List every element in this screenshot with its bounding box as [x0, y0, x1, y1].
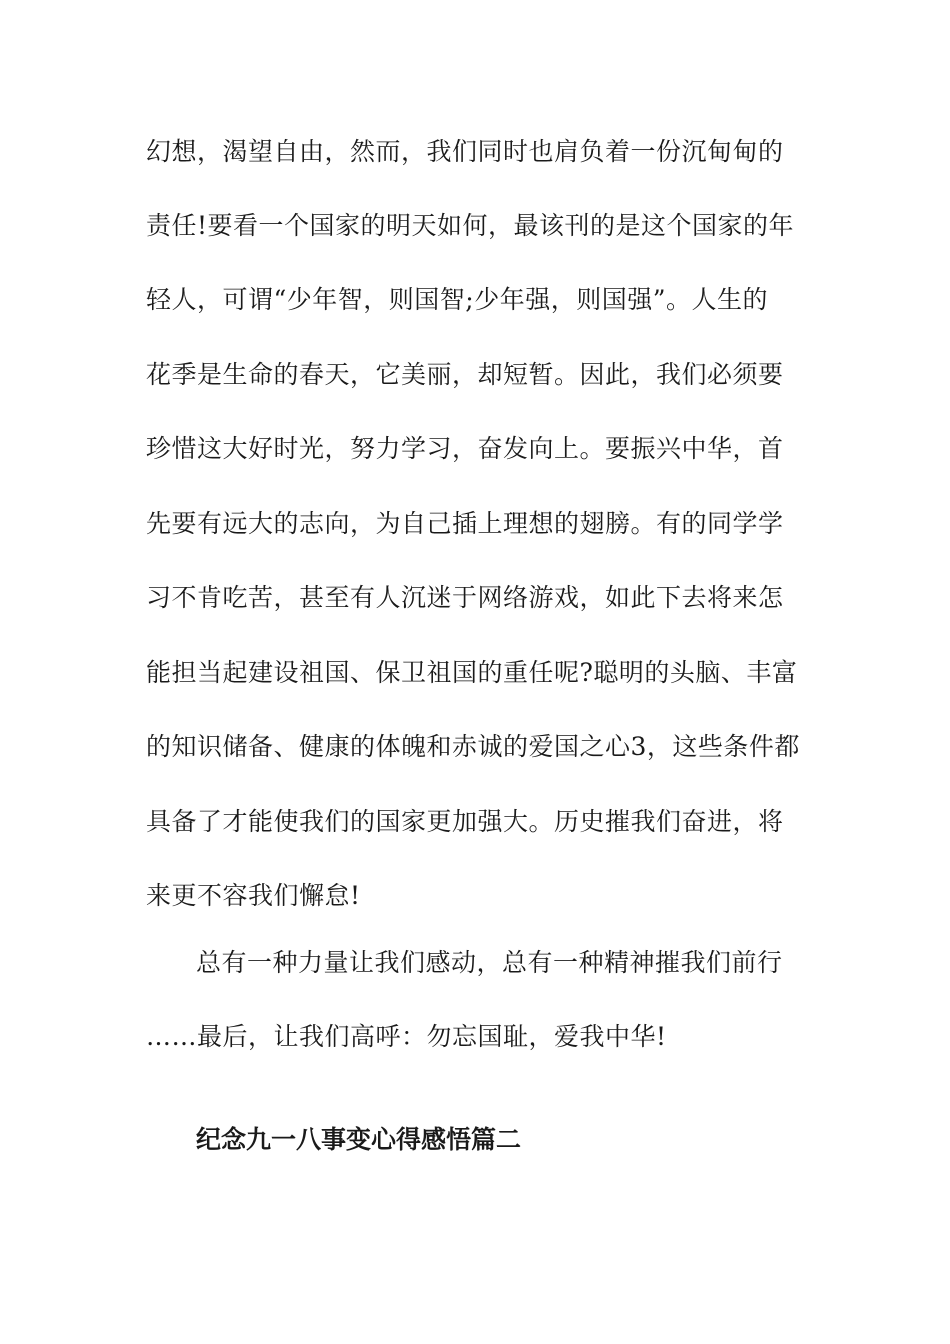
- text-line: 来更不容我们懈怠!: [146, 881, 361, 910]
- text-line: 珍惜这大好时光，努力学习，奋发向上。要振兴中华，首: [146, 434, 784, 463]
- text-line: 总有一种力量让我们感动，总有一种精神摧我们前行: [196, 948, 783, 977]
- text-line: 轻人，可谓“少年智，则国智;少年强，则国强”。人生的: [146, 285, 768, 314]
- text-line: 先要有远大的志向，为自己插上理想的翅膀。有的同学学: [146, 509, 784, 538]
- section-heading: 纪念九一八事变心得感悟篇二: [196, 1125, 522, 1154]
- text-line: 责任!要看一个国家的明天如何，最该刊的是这个国家的年: [146, 211, 795, 240]
- text-line: 能担当起建设祖国、保卫祖国的重任呢?聪明的头脑、丰富: [146, 658, 798, 687]
- text-line: 习不肯吃苦，甚至有人沉迷于网络游戏，如此下去将来怎: [146, 583, 784, 612]
- text-line: 具备了才能使我们的国家更加强大。历史摧我们奋进，将: [146, 807, 784, 836]
- text-line: 花季是生命的春天，它美丽，却短暂。因此，我们必须要: [146, 360, 784, 389]
- text-line: 幻想，渴望自由，然而，我们同时也肩负着一份沉甸甸的: [146, 137, 784, 166]
- text-line: 的知识储备、健康的体魄和赤诚的爱国之心3，这些条件都: [146, 732, 800, 761]
- text-line: ……最后，让我们高呼：勿忘国耻，爱我中华!: [146, 1022, 667, 1051]
